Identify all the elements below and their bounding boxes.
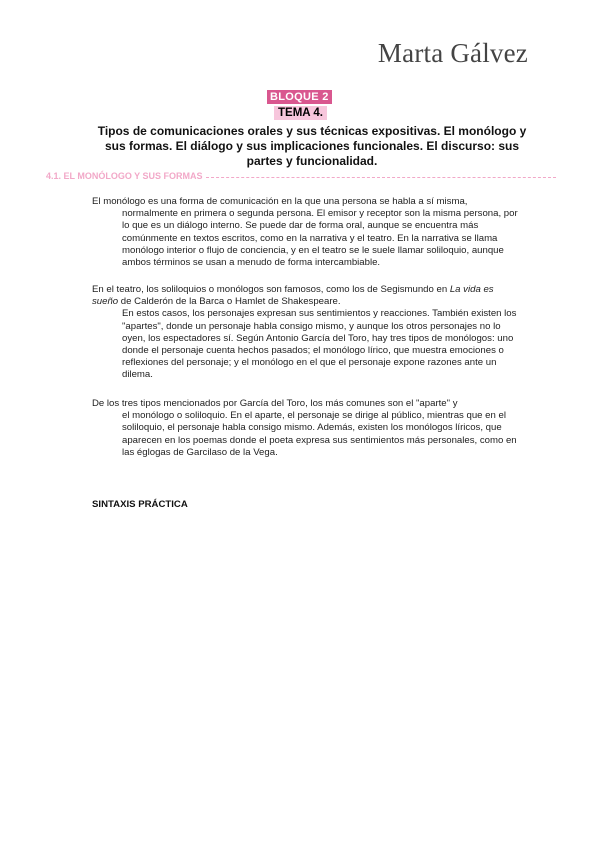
paragraph-3-body: el monólogo o soliloquio. En el aparte, el personaje se dirige al público, mientras que en el soliloquio, el personaje habla consigo mismo. Además, existen los monólogos líricos, que aparecen en los poemas donde el poeta expresa sus sentimientos más personales, como en las églogas de Garcilaso de la Vega. [122, 410, 517, 458]
paragraph-1-body: normalmente en primera o segunda persona. El emisor y receptor son la misma persona, por lo que es un diálogo interno. Se puede dar de forma oral, aunque se encuentra más comúnmente en textos escritos, como en la narrativa y el teatro. En la narrativa se llama monólogo interior o flujo de conciencia, y en el teatro se le suele llamar soliloquio, aunque ambos términos se usan a menudo de forma intercambiable. [122, 208, 518, 269]
paragraph-2 [92, 284, 518, 382]
paragraph-3 [92, 398, 518, 459]
document-title: Tipos de comunicaciones orales y sus técnicas expositivas. El monólogo y sus formas. El diálogo y sus implicaciones funcionales. El discurso: sus partes y funcionalidad. [97, 124, 527, 168]
dashed-divider [206, 177, 556, 178]
bloque-badge: BLOQUE 2 [267, 90, 332, 104]
paragraph-2-first-line [92, 284, 518, 308]
section-heading-row [46, 171, 556, 181]
paragraph-2-body: En estos casos, los personajes expresan sus sentimientos y reacciones. También existen los "apartes", donde un personaje habla consigo mismo, y aunque los otros personajes no lo oyen, los espectadores sí. Según Antonio García del Toro, hay tres tipos de monólogos: uno donde el personaje cuenta hechos pasados; el monólogo lírico, que muestra emociones o reflexiones del personaje; y el monólogo en el que el personaje expone razones ante un dilema. [122, 308, 517, 381]
paragraph-2-first-text: En el teatro, los soliloquios o monólogos son famosos, como los de Segismundo en [92, 284, 450, 295]
section-heading: 4.1. EL MONÓLOGO Y SUS FORMAS [46, 171, 203, 181]
paragraph-1-first-line: El monólogo es una forma de comunicación en la que una persona se habla a sí misma, [92, 196, 468, 207]
subheading: SINTAXIS PRÁCTICA [92, 499, 188, 510]
author-name: Marta Gálvez [377, 38, 528, 68]
paragraph-3-first-line: De los tres tipos mencionados por García del Toro, los más comunes son el "aparte" y [92, 398, 458, 409]
paragraph-1 [92, 196, 518, 269]
paragraph-2-first-text-end: de Calderón de la Barca o Hamlet de Shakespeare. [118, 296, 341, 308]
work-title-italic: La vida es sueño [92, 284, 494, 308]
tema-badge: TEMA 4. [274, 106, 327, 120]
